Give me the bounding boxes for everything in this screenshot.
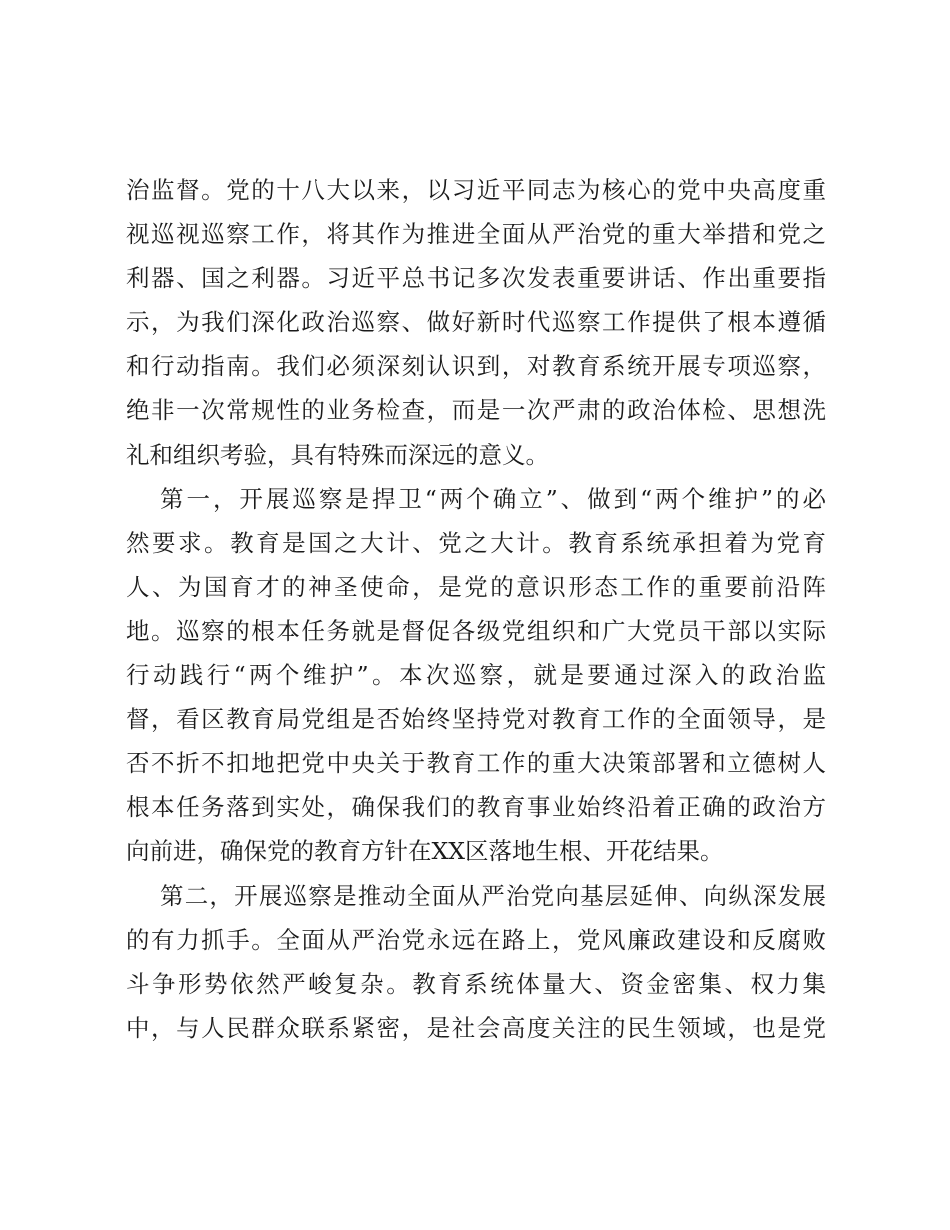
text-line: 根本任务落到实处，确保我们的教育事业始终沿着正确的政治方 — [126, 793, 826, 822]
text-line: 然要求。教育是国之大计、党之大计。教育系统承担着为党育 — [126, 528, 826, 557]
text-line: 中，与人民群众联系紧密，是社会高度关注的民生领域，也是党 — [126, 1013, 826, 1042]
text-line: 斗争形势依然严峻复杂。教育系统体量大、资金密集、权力集 — [126, 969, 826, 998]
text-line: 绝非一次常规性的业务检查，而是一次严肃的政治体检、思想洗 — [126, 396, 826, 425]
text-line: 地。巡察的根本任务就是督促各级党组织和广大党员干部以实际 — [126, 616, 826, 645]
text-line: 的有力抓手。全面从严治党永远在路上，党风廉政建设和反腐败 — [126, 925, 826, 954]
text-line: 示，为我们深化政治巡察、做好新时代巡察工作提供了根本遵循 — [126, 308, 826, 337]
document-body — [126, 168, 826, 1050]
text-line: 行动践行“两个维护”。本次巡察，就是要通过深入的政治监 — [126, 661, 826, 690]
text-line: 视巡视巡察工作，将其作为推进全面从严治党的重大举措和党之 — [126, 220, 826, 249]
text-line: 第一，开展巡察是捍卫“两个确立”、做到“两个维护”的必 — [160, 484, 826, 513]
text-line: 第二，开展巡察是推动全面从严治党向基层延伸、向纵深发展 — [160, 881, 826, 910]
text-line: 向前进，确保党的教育方针在XX区落地生根、开花结果。 — [126, 837, 724, 866]
text-line: 治监督。党的十八大以来，以习近平同志为核心的党中央高度重 — [126, 176, 826, 204]
text-line: 礼和组织考验，具有特殊而深远的意义。 — [126, 440, 549, 469]
text-line: 否不折不扣地把党中央关于教育工作的重大决策部署和立德树人 — [126, 749, 826, 778]
text-line: 督，看区教育局党组是否始终坚持党对教育工作的全面领导，是 — [126, 705, 826, 734]
text-line: 和行动指南。我们必须深刻认识到，对教育系统开展专项巡察， — [126, 352, 826, 381]
text-line: 人、为国育才的神圣使命，是党的意识形态工作的重要前沿阵 — [126, 572, 826, 601]
text-line: 利器、国之利器。习近平总书记多次发表重要讲话、作出重要指 — [126, 264, 826, 293]
